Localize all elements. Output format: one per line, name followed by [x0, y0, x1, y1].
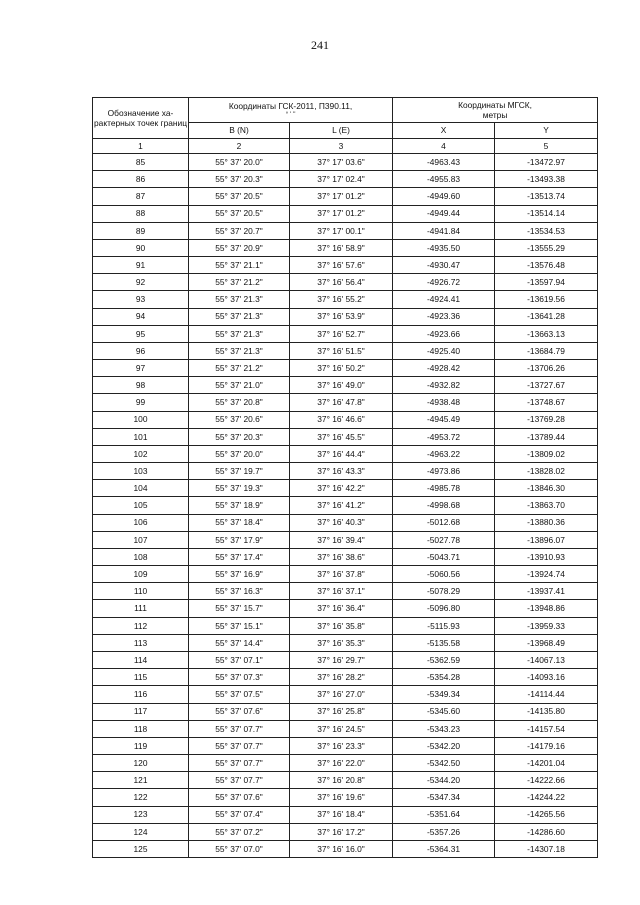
table-row — [93, 308, 598, 325]
x-coord-cell: -4955.83 — [393, 171, 495, 188]
l-coord-cell: 37° 16' 29.7" — [290, 651, 393, 668]
point-number-cell: 95 — [93, 325, 189, 342]
l-coord-cell: 37° 16' 19.6" — [290, 789, 393, 806]
point-number-cell: 87 — [93, 188, 189, 205]
table-row — [93, 566, 598, 583]
y-coord-cell: -14114.44 — [495, 686, 598, 703]
b-coord-cell: 55° 37' 21.3" — [189, 291, 290, 308]
b-coord-cell: 55° 37' 07.1" — [189, 651, 290, 668]
l-coord-cell: 37° 16' 53.9" — [290, 308, 393, 325]
x-coord-cell: -4963.43 — [393, 154, 495, 171]
point-number-cell: 125 — [93, 840, 189, 857]
table-row — [93, 411, 598, 428]
b-coord-cell: 55° 37' 16.3" — [189, 583, 290, 600]
x-coord-cell: -4949.60 — [393, 188, 495, 205]
b-coord-cell: 55° 37' 19.7" — [189, 463, 290, 480]
x-coord-cell: -5012.68 — [393, 514, 495, 531]
table-row — [93, 291, 598, 308]
y-coord-cell: -13937.41 — [495, 583, 598, 600]
b-coord-cell: 55° 37' 16.9" — [189, 566, 290, 583]
y-coord-cell: -14307.18 — [495, 840, 598, 857]
table-row — [93, 342, 598, 359]
y-coord-cell: -13959.33 — [495, 617, 598, 634]
y-coord-cell: -13472.97 — [495, 154, 598, 171]
y-coord-cell: -13619.56 — [495, 291, 598, 308]
point-number-cell: 103 — [93, 463, 189, 480]
point-number-cell: 92 — [93, 274, 189, 291]
x-coord-cell: -4938.48 — [393, 394, 495, 411]
coordinates-table — [92, 97, 598, 858]
l-coord-cell: 37° 16' 51.5" — [290, 342, 393, 359]
point-number-cell: 102 — [93, 445, 189, 462]
l-coord-cell: 37° 16' 25.8" — [290, 703, 393, 720]
b-coord-cell: 55° 37' 07.2" — [189, 823, 290, 840]
b-coord-cell: 55° 37' 07.7" — [189, 720, 290, 737]
l-coord-cell: 37° 16' 55.2" — [290, 291, 393, 308]
x-coord-cell: -4930.47 — [393, 257, 495, 274]
y-coord-cell: -13880.36 — [495, 514, 598, 531]
b-coord-cell: 55° 37' 14.4" — [189, 634, 290, 651]
b-coord-cell: 55° 37' 20.0" — [189, 445, 290, 462]
point-number-cell: 114 — [93, 651, 189, 668]
y-coord-cell: -14222.66 — [495, 772, 598, 789]
y-coord-cell: -14157.54 — [495, 720, 598, 737]
table-row — [93, 497, 598, 514]
y-coord-cell: -13514.14 — [495, 205, 598, 222]
y-coord-cell: -13597.94 — [495, 274, 598, 291]
x-coord-cell: -5344.20 — [393, 772, 495, 789]
header-point-label: Обозначение ха-рактерных точек границ — [93, 98, 189, 139]
l-coord-cell: 37° 16' 38.6" — [290, 548, 393, 565]
header-gsk — [189, 98, 393, 123]
y-coord-cell: -13863.70 — [495, 497, 598, 514]
y-coord-cell: -13727.67 — [495, 377, 598, 394]
point-number-cell: 108 — [93, 548, 189, 565]
y-coord-cell: -13641.28 — [495, 308, 598, 325]
b-coord-cell: 55° 37' 20.5" — [189, 205, 290, 222]
table-row — [93, 617, 598, 634]
table-row — [93, 806, 598, 823]
table-row — [93, 772, 598, 789]
l-coord-cell: 37° 16' 24.5" — [290, 720, 393, 737]
l-coord-cell: 37° 17' 03.6" — [290, 154, 393, 171]
l-coord-cell: 37° 16' 16.0" — [290, 840, 393, 857]
table-row — [93, 583, 598, 600]
b-coord-cell: 55° 37' 18.4" — [189, 514, 290, 531]
b-coord-cell: 55° 37' 20.8" — [189, 394, 290, 411]
header-col-l: L (E) — [290, 123, 393, 139]
table-row — [93, 205, 598, 222]
l-coord-cell: 37° 16' 22.0" — [290, 755, 393, 772]
x-coord-cell: -4985.78 — [393, 480, 495, 497]
l-coord-cell: 37° 16' 37.1" — [290, 583, 393, 600]
b-coord-cell: 55° 37' 07.6" — [189, 703, 290, 720]
x-coord-cell: -4928.42 — [393, 360, 495, 377]
point-number-cell: 105 — [93, 497, 189, 514]
l-coord-cell: 37° 16' 36.4" — [290, 600, 393, 617]
point-number-cell: 110 — [93, 583, 189, 600]
b-coord-cell: 55° 37' 15.7" — [189, 600, 290, 617]
header-col-b: B (N) — [189, 123, 290, 139]
y-coord-cell: -14135.80 — [495, 703, 598, 720]
y-coord-cell: -14093.16 — [495, 669, 598, 686]
y-coord-cell: -13846.30 — [495, 480, 598, 497]
l-coord-cell: 37° 16' 42.2" — [290, 480, 393, 497]
b-coord-cell: 55° 37' 07.5" — [189, 686, 290, 703]
x-coord-cell: -5135.58 — [393, 634, 495, 651]
table-row — [93, 171, 598, 188]
point-number-cell: 94 — [93, 308, 189, 325]
y-coord-cell: -13896.07 — [495, 531, 598, 548]
l-coord-cell: 37° 17' 00.1" — [290, 222, 393, 239]
point-number-cell: 111 — [93, 600, 189, 617]
l-coord-cell: 37° 17' 02.4" — [290, 171, 393, 188]
table-row — [93, 823, 598, 840]
x-coord-cell: -4926.72 — [393, 274, 495, 291]
y-coord-cell: -14244.22 — [495, 789, 598, 806]
l-coord-cell: 37° 16' 27.0" — [290, 686, 393, 703]
b-coord-cell: 55° 37' 21.2" — [189, 360, 290, 377]
l-coord-cell: 37° 16' 50.2" — [290, 360, 393, 377]
header-num-3: 3 — [290, 139, 393, 154]
x-coord-cell: -5115.93 — [393, 617, 495, 634]
x-coord-cell: -5362.59 — [393, 651, 495, 668]
y-coord-cell: -13789.44 — [495, 428, 598, 445]
l-coord-cell: 37° 16' 58.9" — [290, 239, 393, 256]
y-coord-cell: -13809.02 — [495, 445, 598, 462]
table-row — [93, 737, 598, 754]
b-coord-cell: 55° 37' 18.9" — [189, 497, 290, 514]
table-row — [93, 222, 598, 239]
l-coord-cell: 37° 16' 46.6" — [290, 411, 393, 428]
table-row — [93, 325, 598, 342]
header-num-2: 2 — [189, 139, 290, 154]
point-number-cell: 90 — [93, 239, 189, 256]
x-coord-cell: -5357.26 — [393, 823, 495, 840]
point-number-cell: 89 — [93, 222, 189, 239]
l-coord-cell: 37° 16' 35.3" — [290, 634, 393, 651]
y-coord-cell: -13968.49 — [495, 634, 598, 651]
point-number-cell: 118 — [93, 720, 189, 737]
header-col-x: X — [393, 123, 495, 139]
x-coord-cell: -4998.68 — [393, 497, 495, 514]
y-coord-cell: -13555.29 — [495, 239, 598, 256]
l-coord-cell: 37° 16' 57.6" — [290, 257, 393, 274]
b-coord-cell: 55° 37' 21.0" — [189, 377, 290, 394]
header-col-y: Y — [495, 123, 598, 139]
b-coord-cell: 55° 37' 20.6" — [189, 411, 290, 428]
point-number-cell: 124 — [93, 823, 189, 840]
header-num-5: 5 — [495, 139, 598, 154]
table-row — [93, 720, 598, 737]
y-coord-cell: -13706.26 — [495, 360, 598, 377]
l-coord-cell: 37° 17' 01.2" — [290, 205, 393, 222]
table-row — [93, 360, 598, 377]
table-row — [93, 548, 598, 565]
x-coord-cell: -5349.34 — [393, 686, 495, 703]
point-number-cell: 120 — [93, 755, 189, 772]
x-coord-cell: -5343.23 — [393, 720, 495, 737]
y-coord-cell: -13576.48 — [495, 257, 598, 274]
table-row — [93, 634, 598, 651]
point-number-cell: 97 — [93, 360, 189, 377]
l-coord-cell: 37° 16' 45.5" — [290, 428, 393, 445]
b-coord-cell: 55° 37' 19.3" — [189, 480, 290, 497]
y-coord-cell: -13663.13 — [495, 325, 598, 342]
l-coord-cell: 37° 16' 37.8" — [290, 566, 393, 583]
point-number-cell: 101 — [93, 428, 189, 445]
header-num-1: 1 — [93, 139, 189, 154]
table-row — [93, 480, 598, 497]
b-coord-cell: 55° 37' 07.3" — [189, 669, 290, 686]
y-coord-cell: -13684.79 — [495, 342, 598, 359]
point-number-cell: 116 — [93, 686, 189, 703]
l-coord-cell: 37° 16' 44.4" — [290, 445, 393, 462]
table-row — [93, 531, 598, 548]
x-coord-cell: -4953.72 — [393, 428, 495, 445]
point-number-cell: 106 — [93, 514, 189, 531]
b-coord-cell: 55° 37' 21.3" — [189, 308, 290, 325]
point-number-cell: 98 — [93, 377, 189, 394]
point-number-cell: 115 — [93, 669, 189, 686]
y-coord-cell: -14201.04 — [495, 755, 598, 772]
b-coord-cell: 55° 37' 07.4" — [189, 806, 290, 823]
x-coord-cell: -4945.49 — [393, 411, 495, 428]
table-row — [93, 789, 598, 806]
x-coord-cell: -5345.60 — [393, 703, 495, 720]
table-row — [93, 188, 598, 205]
point-number-cell: 107 — [93, 531, 189, 548]
point-number-cell: 99 — [93, 394, 189, 411]
x-coord-cell: -5342.20 — [393, 737, 495, 754]
l-coord-cell: 37° 16' 49.0" — [290, 377, 393, 394]
table-row — [93, 600, 598, 617]
b-coord-cell: 55° 37' 20.3" — [189, 428, 290, 445]
l-coord-cell: 37° 16' 28.2" — [290, 669, 393, 686]
x-coord-cell: -4973.86 — [393, 463, 495, 480]
l-coord-cell: 37° 16' 43.3" — [290, 463, 393, 480]
x-coord-cell: -5027.78 — [393, 531, 495, 548]
point-number-cell: 119 — [93, 737, 189, 754]
x-coord-cell: -5347.34 — [393, 789, 495, 806]
x-coord-cell: -4935.50 — [393, 239, 495, 256]
x-coord-cell: -5078.29 — [393, 583, 495, 600]
header-num-4: 4 — [393, 139, 495, 154]
x-coord-cell: -5354.28 — [393, 669, 495, 686]
b-coord-cell: 55° 37' 17.9" — [189, 531, 290, 548]
b-coord-cell: 55° 37' 20.0" — [189, 154, 290, 171]
header-mgsk-units: метры — [482, 110, 508, 120]
y-coord-cell: -13924.74 — [495, 566, 598, 583]
table-row — [93, 274, 598, 291]
y-coord-cell: -13828.02 — [495, 463, 598, 480]
y-coord-cell: -13769.28 — [495, 411, 598, 428]
b-coord-cell: 55° 37' 21.1" — [189, 257, 290, 274]
table-row — [93, 239, 598, 256]
table-row — [93, 703, 598, 720]
x-coord-cell: -4925.40 — [393, 342, 495, 359]
table-row — [93, 445, 598, 462]
point-number-cell: 121 — [93, 772, 189, 789]
x-coord-cell: -5043.71 — [393, 548, 495, 565]
point-number-cell: 93 — [93, 291, 189, 308]
b-coord-cell: 55° 37' 17.4" — [189, 548, 290, 565]
table-row — [93, 840, 598, 857]
l-coord-cell: 37° 16' 39.4" — [290, 531, 393, 548]
b-coord-cell: 55° 37' 20.3" — [189, 171, 290, 188]
table-row — [93, 394, 598, 411]
l-coord-cell: 37° 16' 18.4" — [290, 806, 393, 823]
x-coord-cell: -5351.64 — [393, 806, 495, 823]
b-coord-cell: 55° 37' 07.7" — [189, 755, 290, 772]
header-mgsk — [393, 98, 598, 123]
table-row — [93, 651, 598, 668]
x-coord-cell: -4949.44 — [393, 205, 495, 222]
b-coord-cell: 55° 37' 21.3" — [189, 325, 290, 342]
point-number-cell: 112 — [93, 617, 189, 634]
x-coord-cell: -4923.36 — [393, 308, 495, 325]
l-coord-cell: 37° 16' 23.3" — [290, 737, 393, 754]
b-coord-cell: 55° 37' 21.3" — [189, 342, 290, 359]
y-coord-cell: -13910.93 — [495, 548, 598, 565]
b-coord-cell: 55° 37' 20.9" — [189, 239, 290, 256]
l-coord-cell: 37° 16' 17.2" — [290, 823, 393, 840]
table-row — [93, 463, 598, 480]
point-number-cell: 96 — [93, 342, 189, 359]
point-number-cell: 85 — [93, 154, 189, 171]
b-coord-cell: 55° 37' 07.7" — [189, 737, 290, 754]
l-coord-cell: 37° 16' 20.8" — [290, 772, 393, 789]
y-coord-cell: -13748.67 — [495, 394, 598, 411]
table-row — [93, 428, 598, 445]
header-gsk-title: Координаты ГСК-2011, П390.11, — [228, 100, 353, 111]
y-coord-cell: -13534.53 — [495, 222, 598, 239]
point-number-cell: 122 — [93, 789, 189, 806]
y-coord-cell: -13513.74 — [495, 188, 598, 205]
x-coord-cell: -4941.84 — [393, 222, 495, 239]
x-coord-cell: -4923.66 — [393, 325, 495, 342]
y-coord-cell: -13948.86 — [495, 600, 598, 617]
x-coord-cell: -5342.50 — [393, 755, 495, 772]
x-coord-cell: -5364.31 — [393, 840, 495, 857]
header-mgsk-title: Координаты МГСК, — [458, 99, 532, 110]
x-coord-cell: -5060.56 — [393, 566, 495, 583]
l-coord-cell: 37° 16' 52.7" — [290, 325, 393, 342]
point-number-cell: 88 — [93, 205, 189, 222]
table-row — [93, 669, 598, 686]
table-row — [93, 154, 598, 171]
table-row — [93, 686, 598, 703]
table-row — [93, 755, 598, 772]
y-coord-cell: -14286.60 — [495, 823, 598, 840]
b-coord-cell: 55° 37' 15.1" — [189, 617, 290, 634]
table-body — [93, 154, 598, 858]
y-coord-cell: -13493.38 — [495, 171, 598, 188]
b-coord-cell: 55° 37' 07.0" — [189, 840, 290, 857]
l-coord-cell: 37° 16' 41.2" — [290, 497, 393, 514]
y-coord-cell: -14265.56 — [495, 806, 598, 823]
point-number-cell: 91 — [93, 257, 189, 274]
l-coord-cell: 37° 16' 47.8" — [290, 394, 393, 411]
l-coord-cell: 37° 16' 56.4" — [290, 274, 393, 291]
point-number-cell: 117 — [93, 703, 189, 720]
l-coord-cell: 37° 17' 01.2" — [290, 188, 393, 205]
x-coord-cell: -5096.80 — [393, 600, 495, 617]
b-coord-cell: 55° 37' 07.7" — [189, 772, 290, 789]
point-number-cell: 109 — [93, 566, 189, 583]
b-coord-cell: 55° 37' 20.7" — [189, 222, 290, 239]
table-row — [93, 514, 598, 531]
y-coord-cell: -14067.13 — [495, 651, 598, 668]
table-row — [93, 377, 598, 394]
l-coord-cell: 37° 16' 40.3" — [290, 514, 393, 531]
page-number: 241 — [311, 38, 329, 52]
point-number-cell: 86 — [93, 171, 189, 188]
x-coord-cell: -4924.41 — [393, 291, 495, 308]
header-gsk-units: ° ' " — [285, 111, 296, 119]
point-number-cell: 100 — [93, 411, 189, 428]
y-coord-cell: -14179.16 — [495, 737, 598, 754]
point-number-cell: 104 — [93, 480, 189, 497]
b-coord-cell: 55° 37' 20.5" — [189, 188, 290, 205]
point-number-cell: 113 — [93, 634, 189, 651]
b-coord-cell: 55° 37' 21.2" — [189, 274, 290, 291]
l-coord-cell: 37° 16' 35.8" — [290, 617, 393, 634]
x-coord-cell: -4963.22 — [393, 445, 495, 462]
point-number-cell: 123 — [93, 806, 189, 823]
table-row — [93, 257, 598, 274]
x-coord-cell: -4932.82 — [393, 377, 495, 394]
b-coord-cell: 55° 37' 07.6" — [189, 789, 290, 806]
